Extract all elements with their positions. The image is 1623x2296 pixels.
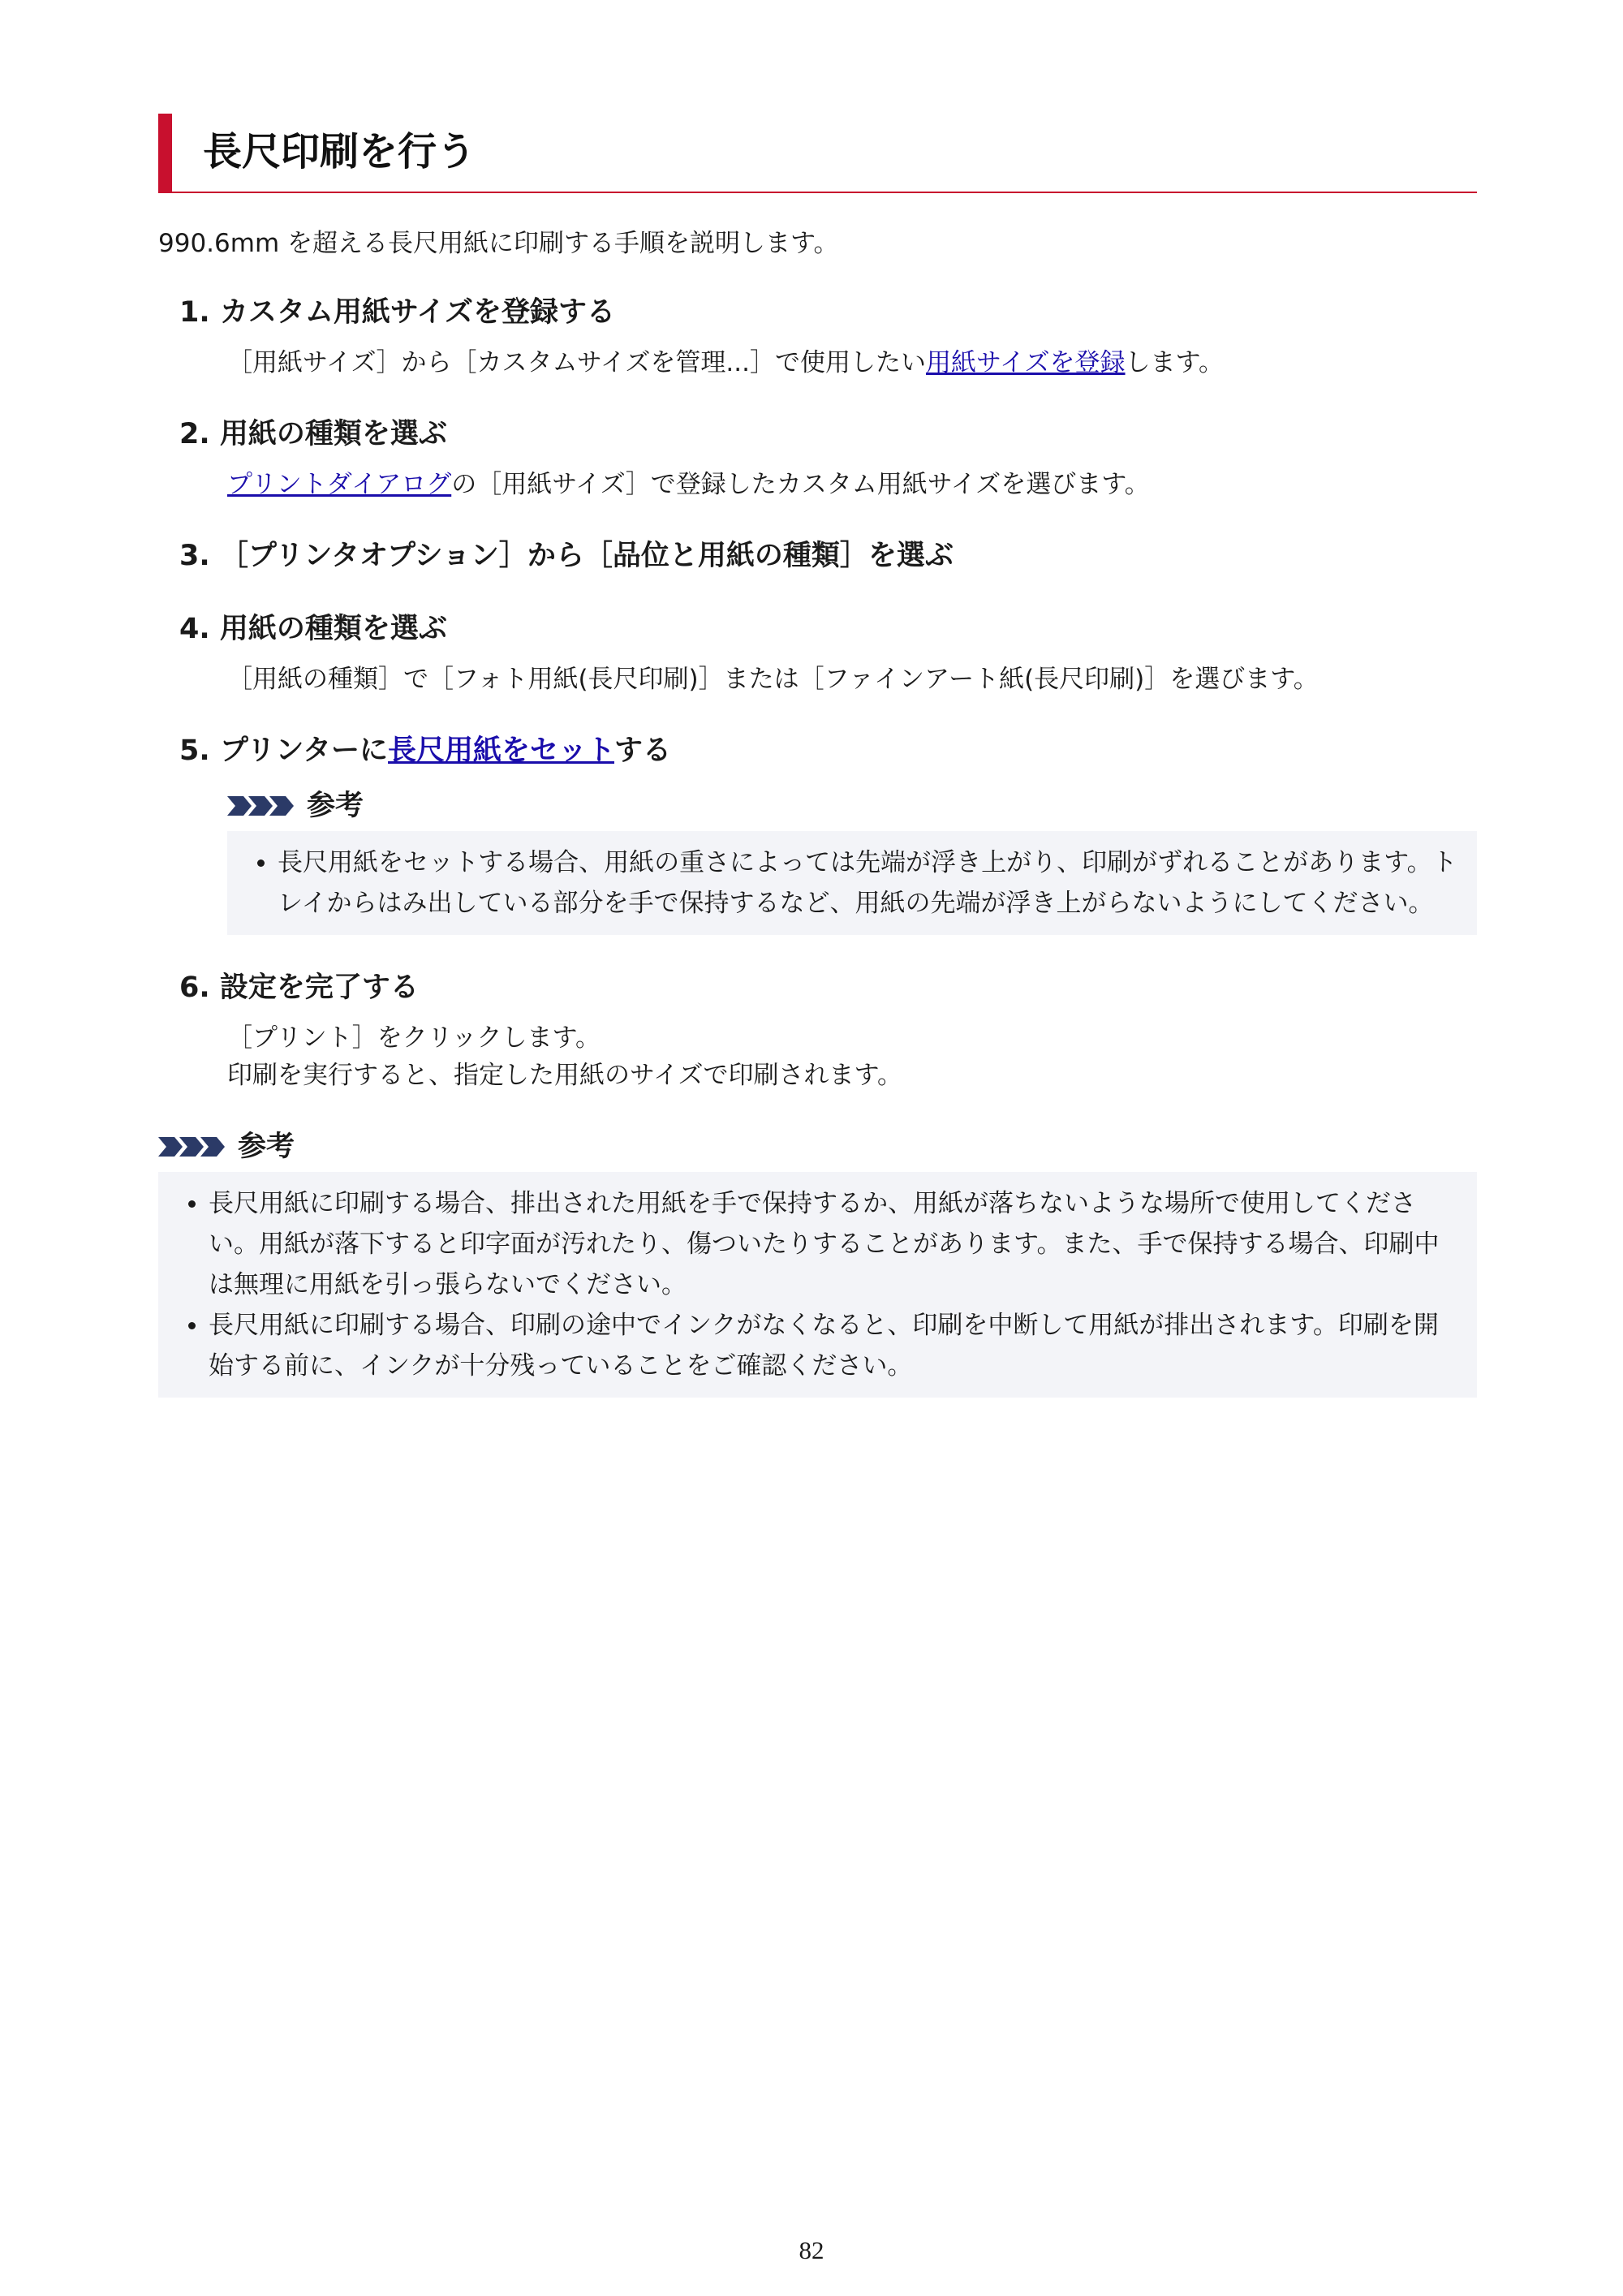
page-title: 長尺印刷を行う [203, 129, 476, 174]
step-1 [158, 292, 1477, 381]
step-5 [158, 730, 1477, 935]
note-heading [227, 786, 1477, 826]
step-body [158, 466, 1477, 503]
step-text: 印刷を実行すると、指定した用紙のサイズで印刷されます。 [227, 1061, 903, 1090]
note-arrows-icon [158, 1135, 228, 1159]
page-number: 82 [799, 2236, 824, 2264]
step-list [158, 292, 1477, 1094]
note-heading [158, 1126, 1477, 1167]
title-block [158, 114, 1477, 193]
note-item: 長尺用紙に印刷する場合、印刷の途中でインクがなくなると、印刷を中断して用紙が排出されます。印刷を開始する前に、インクが十分残っていることをご確認ください。 [158, 1305, 1461, 1386]
step-text: 5. プリンターに [179, 734, 389, 767]
note-item: 長尺用紙に印刷する場合、排出された用紙を手で保持するか、用紙が落ちないような場所で使用してください。用紙が落下すると印字面が汚れたり、傷ついたりすることがあります。また、手で保持する場合、印刷中は無理に用紙を引っ張らないでください。 [158, 1183, 1461, 1305]
step-heading: 3. ［プリンタオプション］から［品位と用紙の種類］を選ぶ [179, 540, 954, 572]
step-heading: 2. 用紙の種類を選ぶ [179, 418, 447, 450]
note-box [227, 831, 1477, 935]
step-3 [158, 536, 1477, 576]
step-4 [158, 609, 1477, 698]
title-accent-bar [158, 114, 172, 192]
step-body [158, 1019, 1477, 1094]
step-note [227, 786, 1477, 935]
step-text: します。 [1125, 348, 1225, 377]
step-heading: 1. カスタム用紙サイズを登録する [179, 296, 616, 329]
step-heading [158, 730, 1477, 771]
step-heading: 6. 設定を完了する [179, 971, 419, 1004]
step-text: する [614, 734, 672, 767]
load-long-paper-link[interactable]: 長尺用紙をセット [388, 734, 614, 767]
note-label: 参考 [238, 1131, 295, 1163]
document-page [158, 114, 1477, 1398]
note-arrows-icon [227, 794, 297, 818]
note-label: 参考 [307, 790, 364, 822]
step-6 [158, 967, 1477, 1094]
step-text: ［用紙サイズ］から［カスタムサイズを管理...］で使用したい [227, 348, 926, 377]
step-body [158, 344, 1477, 381]
intro-text: 990.6mm を超える長尺用紙に印刷する手順を説明します。 [158, 229, 839, 258]
note-item: 長尺用紙をセットする場合、用紙の重さによっては先端が浮き上がり、印刷がずれることがあります。トレイからはみ出している部分を手で保持するなど、用紙の先端が浮き上がらないようにしてください。 [227, 842, 1461, 924]
global-note [158, 1126, 1477, 1398]
step-text: の［用紙サイズ］で登録したカスタム用紙サイズを選びます。 [451, 470, 1150, 499]
print-dialog-link[interactable]: プリントダイアログ [227, 470, 452, 499]
step-text: ［プリント］をクリックします。 [227, 1023, 601, 1053]
step-body: ［用紙の種類］で［フォト用紙(長尺印刷)］または［ファインアート紙(長尺印刷)］を選びます。 [227, 665, 1319, 694]
note-box [158, 1172, 1477, 1398]
step-2 [158, 414, 1477, 503]
register-paper-size-link[interactable]: 用紙サイズを登録 [925, 348, 1126, 377]
step-heading: 4. 用紙の種類を選ぶ [179, 613, 447, 645]
